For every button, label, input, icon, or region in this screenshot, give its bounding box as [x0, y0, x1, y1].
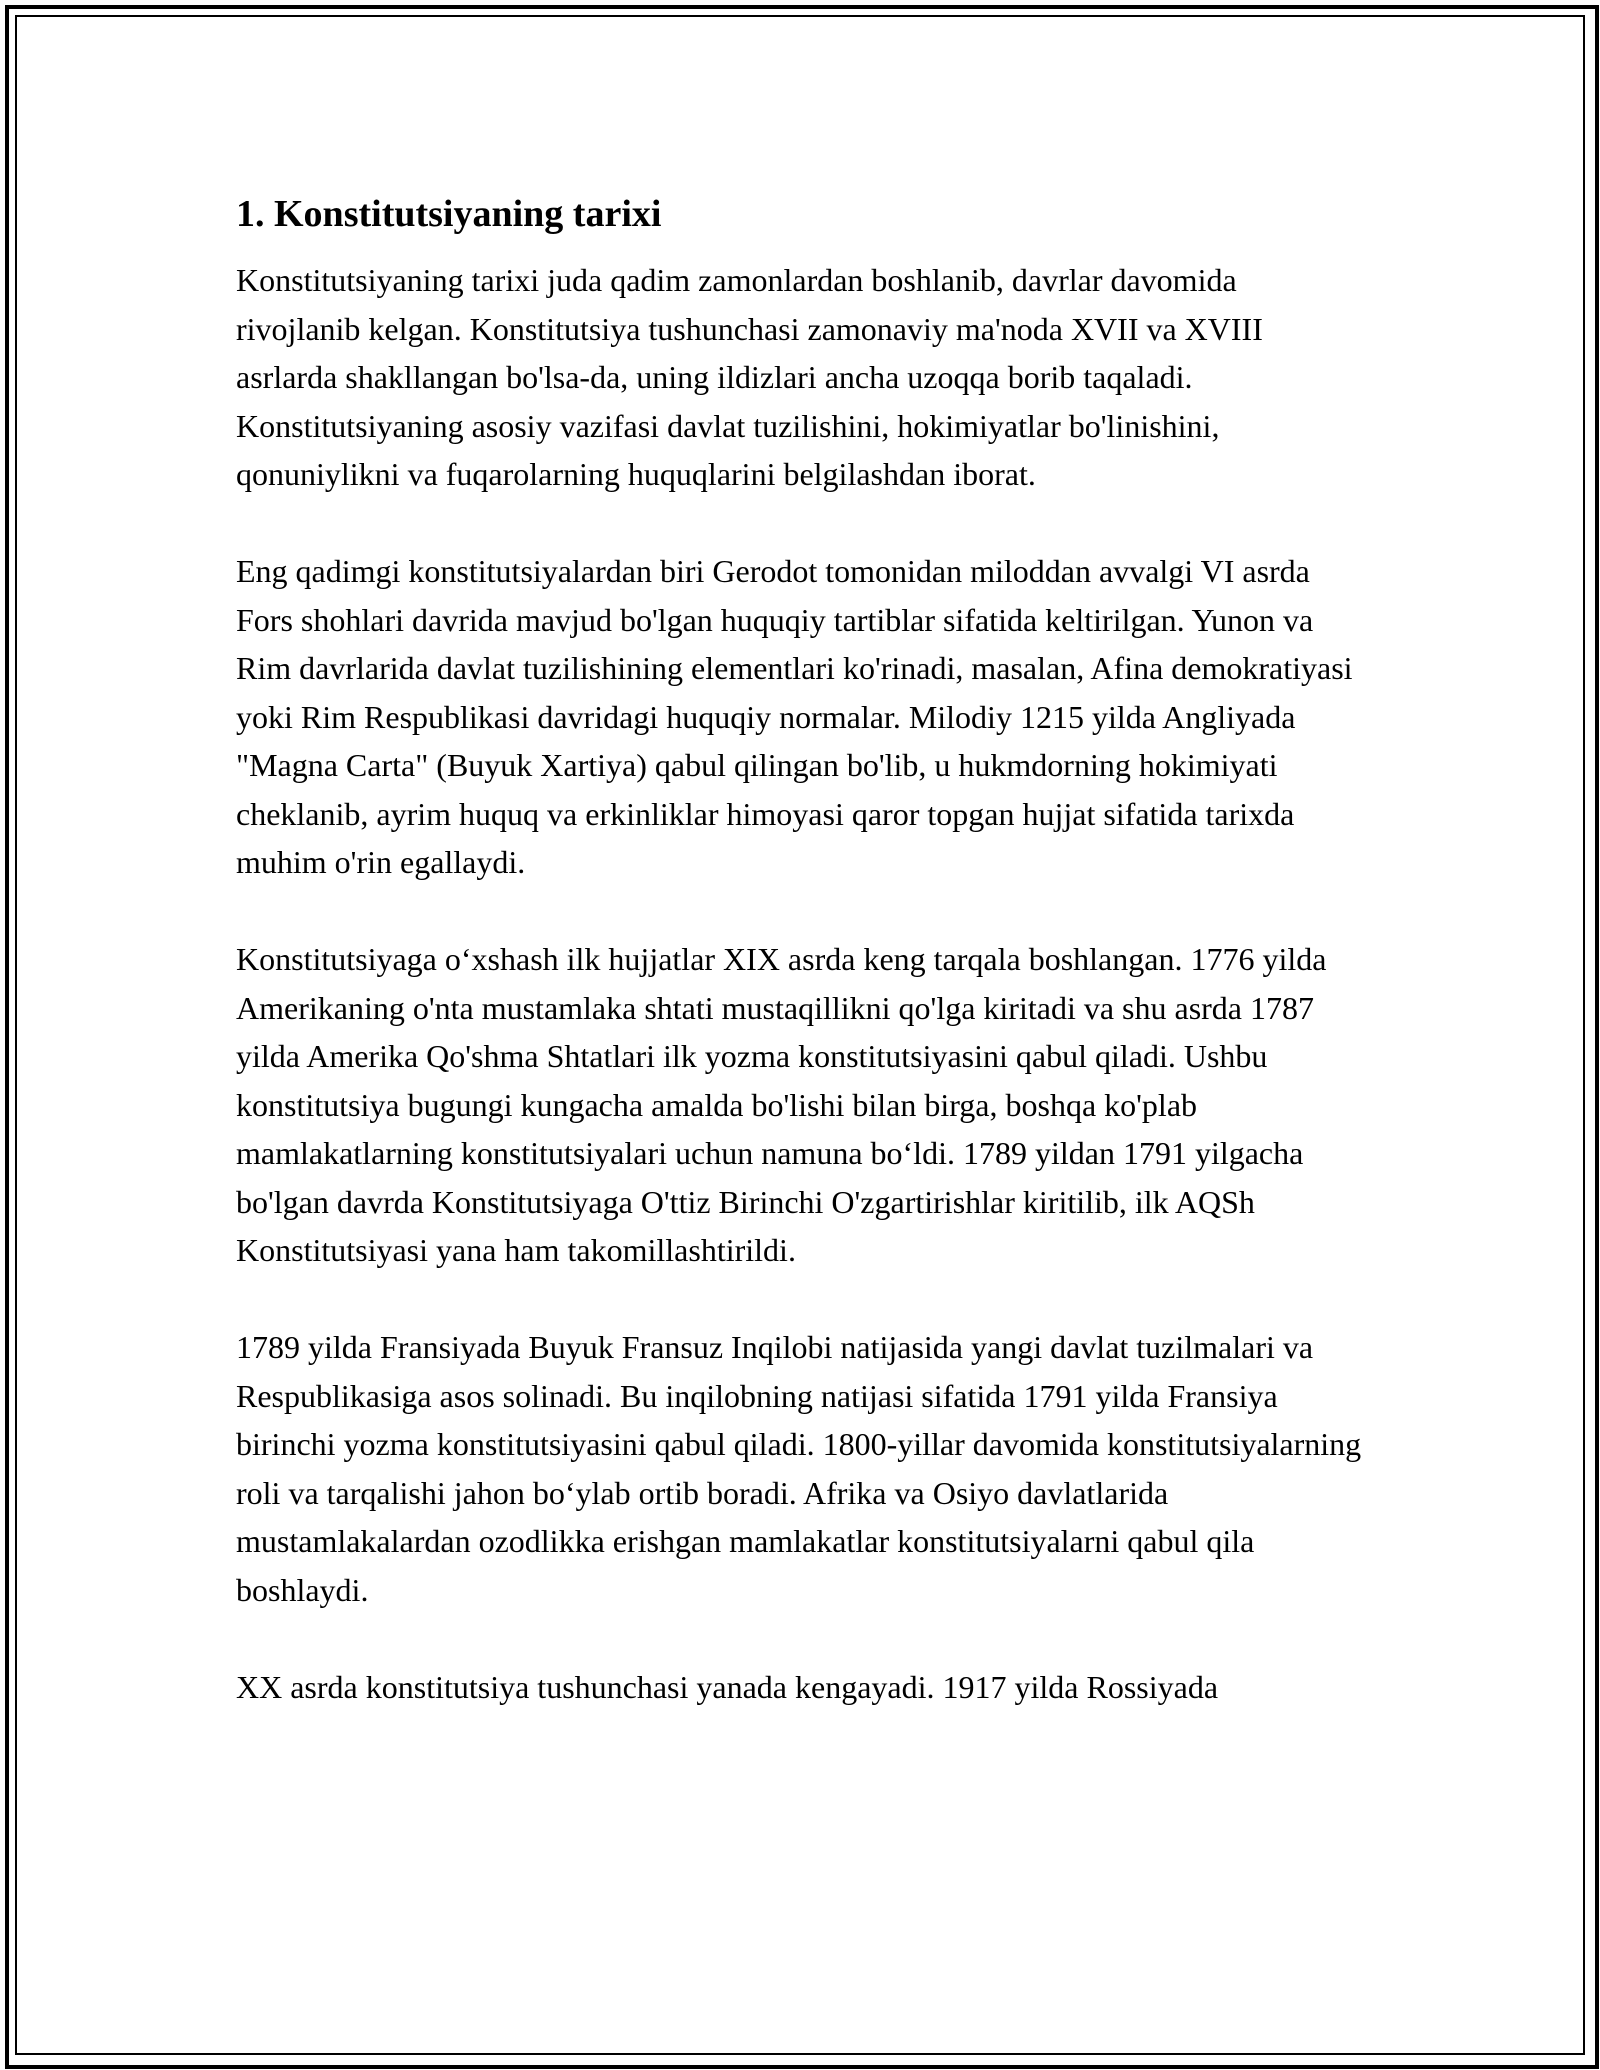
section-heading: 1. Konstitutsiyaning tarixi: [236, 193, 662, 235]
paragraph-20th-century: XX asrda konstitutsiya tushunchasi yanada kengayadi. 1917 yilda Rossiyada: [236, 1668, 1219, 1705]
paragraph-ancient: Eng qadimgi konstitutsiyalardan biri Gerodot tomonidan miloddan avvalgi VI asrda Fors shohlari davrida mavjud bo'lgan huquqiy tartiblar sifatida keltirilgan. Yunon va Rim davrlarida davlat tuzilishining elementlari ko'rinadi, masalan, Afina demokratiyasi yoki Rim Respublikasi davridagi huquqiy normalar. Milodiy 1215 yilda Angliyada "Magna Carta" (Buyuk Xartiya) qabul qilingan bo'lib, u hukmdorning hokimiyati cheklanib, ayrim huquq va erkinliklar himoyasi qaror topgan hujjat sifatida tarixda muhim o'rin egallaydi.: [236, 553, 1353, 880]
document-body: [236, 190, 1366, 1711]
paragraph-france: 1789 yilda Fransiyada Buyuk Fransuz Inqilobi natijasida yangi davlat tuzilmalari va Respublikasiga asos solinadi. Bu inqilobning natijasi sifatida 1791 yilda Fransiya birinchi yozma konstitutsiyasini qabul qiladi. 1800-yillar davomida konstitutsiyalarning roli va tarqalishi jahon bo‘ylab ortib boradi. Afrika va Osiyo davlatlarida mustamlakalardan ozodlikka erishgan mamlakatlar konstitutsiyalarni qabul qila boshlaydi.: [236, 1329, 1362, 1608]
paragraph-usa: Konstitutsiyaga o‘xshash ilk hujjatlar XIX asrda keng tarqala boshlangan. 1776 yilda Amerikaning o'nta mustamlaka shtati mustaqillikni qo'lga kiritadi va shu asrda 1787 yilda Amerika Qo'shma Shtatlari ilk yozma konstitutsiyasini qabul qiladi. Ushbu konstitutsiya bugungi kungacha amalda bo'lishi bilan birga, boshqa ko'plab mamlakatlarning konstitutsiyalari uchun namuna bo‘ldi. 1789 yildan 1791 yilgacha bo'lgan davrda Konstitutsiyaga O'ttiz Birinchi O'zgartirishlar kiritilib, ilk AQSh Konstitutsiyasi yana ham takomillashtirildi.: [236, 941, 1327, 1268]
paragraph-intro: Konstitutsiyaning tarixi juda qadim zamonlardan boshlanib, davrlar davomida rivojlanib kelgan. Konstitutsiya tushunchasi zamonaviy ma'noda XVII va XVIII asrlarda shakllangan bo'lsa-da, uning ildizlari ancha uzoqqa borib taqaladi. Konstitutsiyaning asosiy vazifasi davlat tuzilishini, hokimiyatlar bo'linishini, qonuniylikni va fuqarolarning huquqlarini belgilashdan iborat.: [236, 262, 1263, 492]
